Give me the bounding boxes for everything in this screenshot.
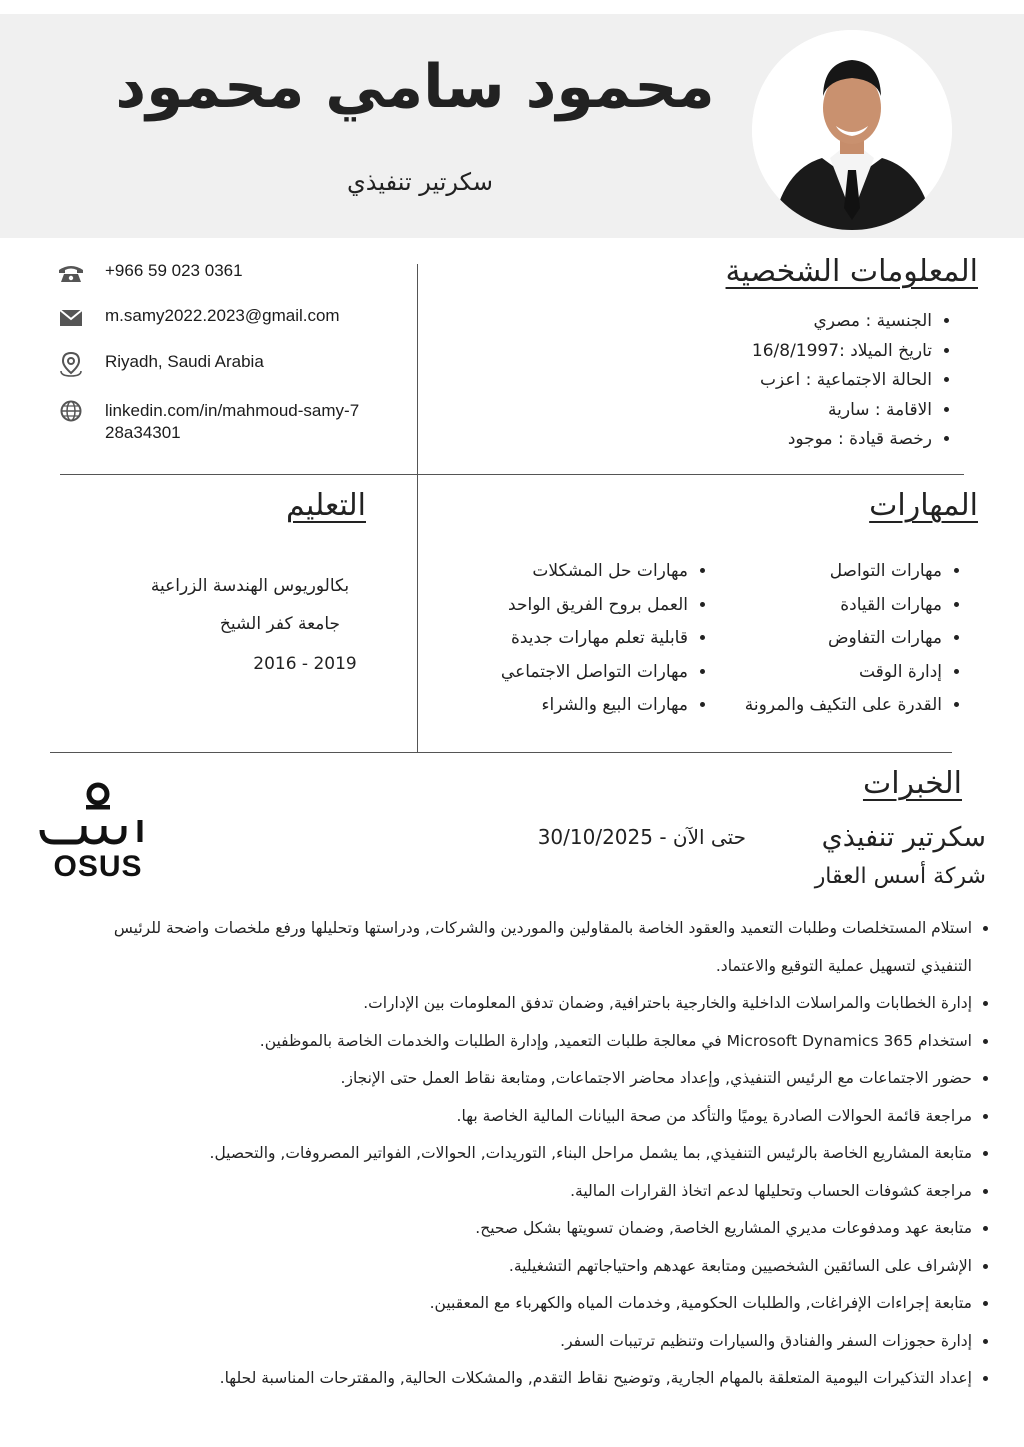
- experience-role: سكرتير تنفيذي: [821, 822, 986, 853]
- list-item: • مهارات التفاوض: [745, 622, 942, 656]
- mail-icon: [56, 305, 86, 329]
- contact-location: [56, 351, 386, 377]
- contact-email: [56, 305, 386, 329]
- globe-icon: [56, 400, 86, 424]
- list-item: • الجنسية : مصري: [752, 307, 932, 337]
- location-icon: [56, 351, 86, 377]
- list-item: • مراجعة قائمة الحوالات الصادرة يوميًا والتأكد من صحة البيانات المالية الخاصة بها.: [96, 1098, 972, 1136]
- personal-info-list: [752, 307, 950, 455]
- section-divider-top: [60, 474, 964, 475]
- linkedin-url[interactable]: linkedin.com/in/mahmoud-samy-728a34301: [105, 401, 360, 442]
- list-item: • الاقامة : سارية: [752, 396, 932, 426]
- contact-phone: [56, 260, 386, 284]
- email-address: m.samy2022.2023@gmail.com: [105, 306, 340, 325]
- education-years: 2016 - 2019: [253, 654, 357, 674]
- experience-title: الخبرات: [862, 766, 962, 801]
- phone-number: +966 59 023 0361: [105, 261, 243, 280]
- education-title: التعليم: [286, 488, 366, 523]
- list-item: • الإشراف على السائقين الشخصيين ومتابعة عهدهم واحتياجاتهم التشغيلية.: [96, 1248, 972, 1286]
- list-item: • مهارات التواصل: [745, 555, 942, 589]
- company-logo: [36, 780, 160, 884]
- list-item: • متابعة عهد ومدفوعات مديري المشاريع الخاصة, وضمان تسويتها بشكل صحيح.: [96, 1210, 972, 1248]
- list-item: • الحالة الاجتماعية : اعزب: [752, 366, 932, 396]
- list-item: • استخدام Microsoft Dynamics 365 في معالجة طلبات التعميد, وإدارة الطلبات والخدمات الخاصة بالموظفين.: [96, 1023, 972, 1061]
- list-item: • مهارات التواصل الاجتماعي: [501, 656, 688, 690]
- list-item: • إعداد التذكيرات اليومية المتعلقة بالمهام الجارية, وتوضيح نقاط التقدم, والمشكلات الحالية, والمقترحات المناسبة لحلها.: [96, 1360, 972, 1398]
- list-item: • إدارة الوقت: [745, 656, 942, 690]
- experience-period: حتى الآن - 30/10/2025: [537, 825, 746, 849]
- personal-info-title: المعلومات الشخصية: [725, 254, 978, 289]
- list-item: • مراجعة كشوفات الحساب وتحليلها لدعم اتخاذ القرارات المالية.: [96, 1173, 972, 1211]
- education-degree: بكالوريوس الهندسة الزراعية: [150, 576, 350, 596]
- skills-title: المهارات: [869, 488, 978, 523]
- list-item: • تاريخ الميلاد :16/8/1997: [752, 337, 932, 367]
- list-item: • متابعة المشاريع الخاصة بالرئيس التنفيذي, بما يشمل مراحل البناء, التوريدات, الحوالات, الفواتير المصروفات, والتحصيل.: [96, 1135, 972, 1173]
- list-item: • مهارات القيادة: [745, 589, 942, 623]
- section-divider-bottom: [50, 752, 952, 753]
- phone-icon: [56, 260, 86, 284]
- list-item: • مهارات حل المشكلات: [501, 555, 688, 589]
- education-university: جامعة كفر الشيخ: [219, 614, 341, 634]
- profile-photo: [752, 30, 952, 230]
- skills-list-right: [745, 555, 960, 723]
- location-text: Riyadh, Saudi Arabia: [105, 352, 264, 371]
- experience-company: شركة أسس العقار: [814, 864, 986, 889]
- list-item: • رخصة قيادة : موجود: [752, 425, 932, 455]
- contact-linkedin: [56, 400, 386, 446]
- list-item: • مهارات البيع والشراء: [501, 689, 688, 723]
- company-logo-text: OSUS: [53, 850, 143, 883]
- skills-list-left: [501, 555, 706, 723]
- list-item: • القدرة على التكيف والمرونة: [745, 689, 942, 723]
- job-title: سكرتير تنفيذي: [346, 168, 494, 196]
- company-logo-mark: [36, 780, 160, 852]
- column-divider: [417, 264, 418, 753]
- full-name: محمود سامي محمود: [115, 52, 715, 122]
- experience-duties: [96, 910, 996, 1398]
- list-item: • قابلية تعلم مهارات جديدة: [501, 622, 688, 656]
- list-item: • متابعة إجراءات الإفراغات, والطلبات الحكومية, وخدمات المياه والكهرباء مع المعقبين.: [96, 1285, 972, 1323]
- list-item: • استلام المستخلصات وطلبات التعميد والعقود الخاصة بالمقاولين والموردين والشركات, ودراستها وتحليلها ورفع ملخصات واضحة للرئيس التنفيذي لتسهيل عملية التوقيع والاعتماد.: [96, 910, 972, 985]
- list-item: • إدارة حجوزات السفر والفنادق والسيارات وتنظيم ترتيبات السفر.: [96, 1323, 972, 1361]
- list-item: • إدارة الخطابات والمراسلات الداخلية والخارجية باحترافية, وضمان تدفق المعلومات بين الإدارات.: [96, 985, 972, 1023]
- profile-photo-illustration: [752, 30, 952, 230]
- list-item: • العمل بروح الفريق الواحد: [501, 589, 688, 623]
- list-item: • حضور الاجتماعات مع الرئيس التنفيذي, وإعداد محاضر الاجتماعات, ومتابعة نقاط العمل حتى الإنجاز.: [96, 1060, 972, 1098]
